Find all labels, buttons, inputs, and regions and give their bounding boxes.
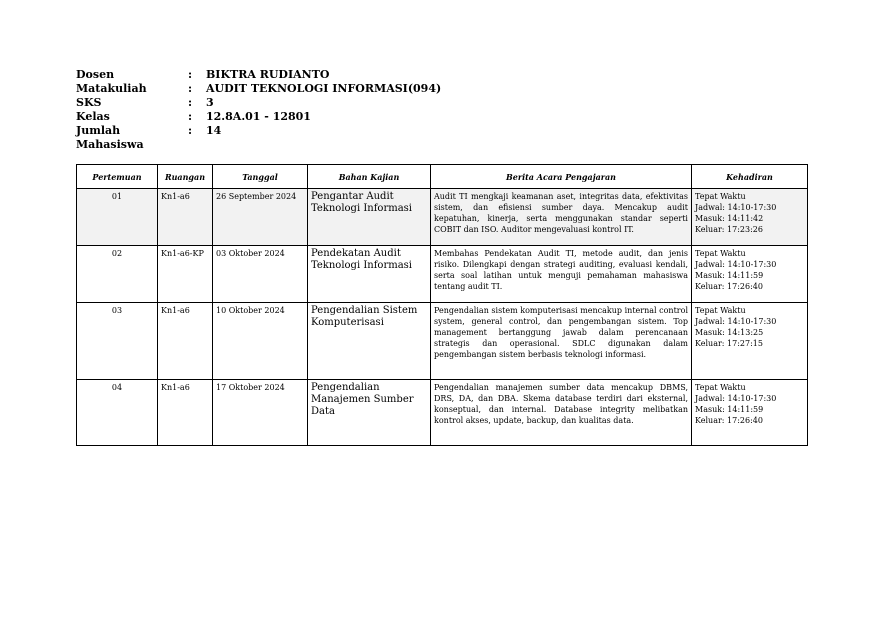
info-separator: : — [188, 110, 193, 123]
info-separator: : — [188, 96, 193, 109]
column-header-bahan-kajian: Bahan Kajian — [308, 165, 431, 189]
info-label: Kelas — [76, 110, 110, 123]
cell-berita-acara: Pengendalian sistem komputerisasi mencakup internal control system, general control, dan pengembangan sistem. Top management bertanggung jawab dalam perencanaan strategis dan operasional. SDLC digunakan dalam pengembangan sistem berbasis teknologi informasi. — [431, 303, 692, 380]
cell-kehadiran — [692, 189, 808, 246]
cell-kehadiran — [692, 246, 808, 303]
cell-berita-acara: Membahas Pendekatan Audit TI, metode audit, dan jenis risiko. Dilengkapi dengan strategi auditing, evaluasi kendali, serta soal latihan untuk menguji pemahaman mahasiswa tentang audit TI. — [431, 246, 692, 303]
info-row-matakuliah — [76, 82, 441, 96]
table-row — [77, 246, 808, 303]
info-value: 3 — [206, 96, 214, 109]
cell-bahan-kajian: Pengendalian Sistem Komputerisasi — [308, 303, 431, 380]
cell-bahan-kajian: Pengantar Audit Teknologi Informasi — [308, 189, 431, 246]
cell-kehadiran — [692, 303, 808, 380]
attendance-status: Tepat Waktu — [695, 383, 746, 392]
attendance-schedule: Jadwal: 14:10-17:30 — [695, 317, 777, 326]
info-label: SKS — [76, 96, 102, 109]
column-header-kehadiran: Kehadiran — [692, 165, 808, 189]
info-row-jumlah-mahasiswa — [76, 124, 441, 151]
attendance-status: Tepat Waktu — [695, 249, 746, 258]
cell-berita-acara: Pengendalian manajemen sumber data mencakup DBMS, DRS, DA, dan DBA. Skema database terdiri dari eksternal, konseptual, dan internal. Database integrity melibatkan kontrol akses, update, backup, dan kualitas data. — [431, 380, 692, 446]
table-header-row — [77, 165, 808, 189]
info-row-kelas — [76, 110, 441, 124]
attendance-check-out: Keluar: 17:27:15 — [695, 339, 763, 348]
attendance-schedule: Jadwal: 14:10-17:30 — [695, 394, 777, 403]
cell-berita-acara: Audit TI mengkaji keamanan aset, integritas data, efektivitas sistem, dan efisiensi sumber daya. Mencakup audit kepatuhan, kinerja, serta menggunakan standar seperti COBIT dan ISO. Auditor mengevaluasi kontrol IT. — [431, 189, 692, 246]
cell-ruangan: Kn1-a6 — [158, 303, 213, 380]
info-separator: : — [188, 82, 193, 95]
cell-ruangan: Kn1-a6 — [158, 380, 213, 446]
cell-ruangan: Kn1-a6 — [158, 189, 213, 246]
attendance-check-out: Keluar: 17:26:40 — [695, 282, 763, 291]
cell-bahan-kajian: Pendekatan Audit Teknologi Informasi — [308, 246, 431, 303]
table-row — [77, 380, 808, 446]
cell-tanggal: 03 Oktober 2024 — [213, 246, 308, 303]
table-row — [77, 303, 808, 380]
info-label: Dosen — [76, 68, 115, 81]
cell-pertemuan: 03 — [77, 303, 158, 380]
info-label: Jumlah Mahasiswa — [76, 124, 144, 151]
info-value: 14 — [206, 124, 222, 137]
attendance-status: Tepat Waktu — [695, 192, 746, 201]
attendance-status: Tepat Waktu — [695, 306, 746, 315]
cell-tanggal: 10 Oktober 2024 — [213, 303, 308, 380]
cell-tanggal: 17 Oktober 2024 — [213, 380, 308, 446]
attendance-check-out: Keluar: 17:26:40 — [695, 416, 763, 425]
attendance-schedule: Jadwal: 14:10-17:30 — [695, 260, 777, 269]
cell-bahan-kajian: Pengendalian Manajemen Sumber Data — [308, 380, 431, 446]
info-value: BIKTRA RUDIANTO — [206, 68, 330, 81]
info-value: 12.8A.01 - 12801 — [206, 110, 311, 123]
cell-pertemuan: 04 — [77, 380, 158, 446]
column-header-ruangan: Ruangan — [158, 165, 213, 189]
cell-pertemuan: 02 — [77, 246, 158, 303]
info-row-sks — [76, 96, 441, 110]
column-header-tanggal: Tanggal — [213, 165, 308, 189]
cell-tanggal: 26 September 2024 — [213, 189, 308, 246]
attendance-check-in: Masuk: 14:11:42 — [695, 214, 764, 223]
info-separator: : — [188, 124, 193, 137]
attendance-check-in: Masuk: 14:13:25 — [695, 328, 764, 337]
table-row — [77, 189, 808, 246]
cell-ruangan: Kn1-a6-KP — [158, 246, 213, 303]
attendance-check-out: Keluar: 17:23:26 — [695, 225, 763, 234]
attendance-check-in: Masuk: 14:11:59 — [695, 271, 764, 280]
attendance-schedule: Jadwal: 14:10-17:30 — [695, 203, 777, 212]
cell-kehadiran — [692, 380, 808, 446]
column-header-pertemuan: Pertemuan — [77, 165, 158, 189]
info-label: Matakuliah — [76, 82, 147, 95]
column-header-berita-acara: Berita Acara Pengajaran — [431, 165, 692, 189]
course-info-header — [76, 68, 442, 151]
attendance-check-in: Masuk: 14:11:59 — [695, 405, 764, 414]
info-row-dosen — [76, 68, 441, 82]
attendance-table — [76, 164, 808, 446]
cell-pertemuan: 01 — [77, 189, 158, 246]
info-separator: : — [188, 68, 193, 81]
info-value: AUDIT TEKNOLOGI INFORMASI(094) — [206, 82, 442, 95]
